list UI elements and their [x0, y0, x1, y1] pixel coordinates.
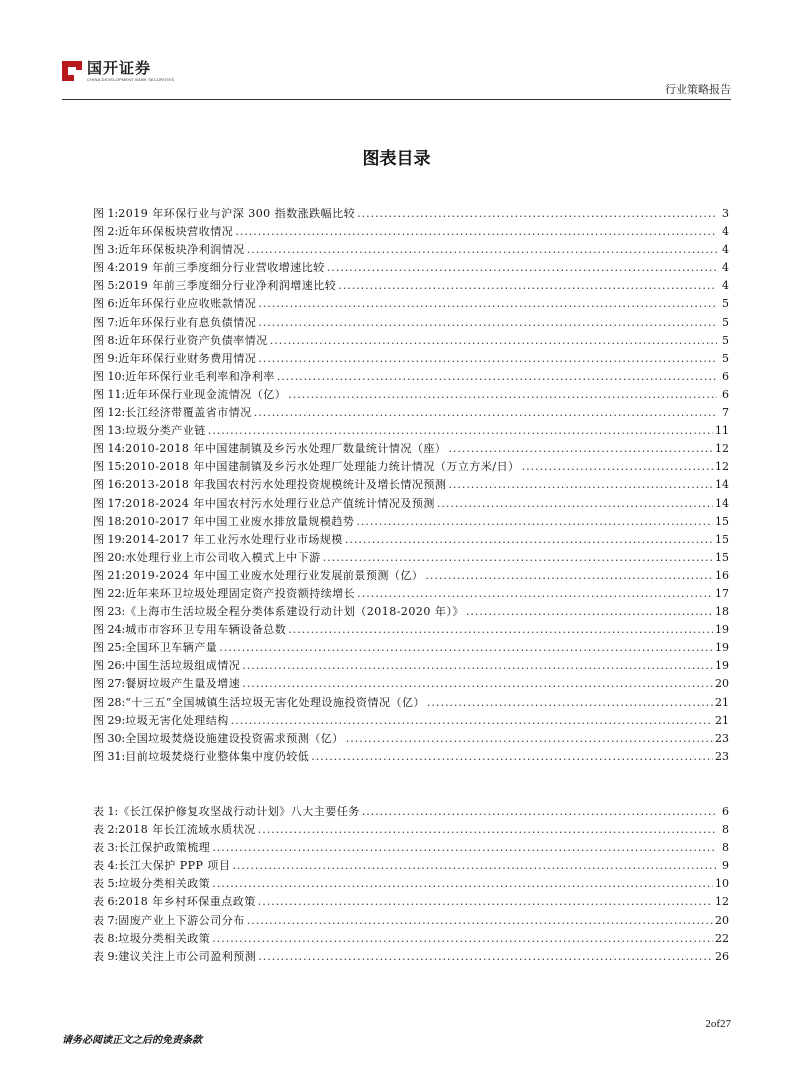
figure-entry[interactable]	[93, 748, 729, 766]
entry-label: 表 5:	[93, 877, 119, 891]
dot-leader	[242, 657, 713, 675]
table-entry[interactable]	[93, 803, 729, 821]
entry-page: 17	[715, 586, 729, 600]
entry-label: 图 20:	[93, 550, 126, 564]
dot-leader	[362, 803, 717, 821]
figure-entry[interactable]	[93, 694, 729, 712]
entry-page: 10	[715, 877, 729, 891]
figure-entry[interactable]	[93, 350, 729, 368]
entry-label: 图 24:	[93, 623, 126, 637]
entry-page: 14	[715, 478, 729, 492]
page-title: 图表目录	[362, 149, 431, 169]
entry-title: 垃圾无害化处理结构	[125, 713, 229, 727]
entry-label: 图 9:	[93, 351, 119, 365]
figure-entry[interactable]	[93, 603, 729, 621]
figure-entry[interactable]	[93, 386, 729, 404]
entry-label: 图 27:	[93, 677, 126, 691]
dot-leader	[247, 241, 717, 259]
dot-leader	[338, 277, 717, 295]
entry-page: 19	[715, 659, 729, 673]
entry-page: 7	[722, 406, 729, 420]
dot-leader	[466, 603, 713, 621]
dot-leader	[258, 295, 717, 313]
entry-page: 5	[722, 297, 729, 311]
entry-label: 图 28:	[93, 695, 126, 709]
table-entry[interactable]	[93, 948, 729, 966]
entry-page: 9	[722, 859, 729, 873]
logo-chinese-name: 国开证券	[87, 59, 152, 77]
entry-label: 表 1:	[93, 805, 119, 818]
dot-leader	[522, 458, 713, 476]
dot-leader	[357, 205, 717, 223]
dot-leader	[437, 495, 713, 513]
figure-entry[interactable]	[93, 585, 729, 603]
entry-page: 4	[722, 225, 729, 239]
entry-title: 2010-2018 年中国建制镇及乡污水处理厂处理能力统计情况（万立方米/日）	[125, 460, 520, 474]
entry-label: 表 9:	[93, 949, 119, 963]
entry-title: 城市市容环卫专用车辆设备总数	[125, 623, 287, 637]
entry-page: 15	[715, 514, 729, 528]
dot-leader	[425, 567, 713, 585]
entry-title: 2019 年前三季度细分行业营收增速比较	[118, 261, 325, 275]
entry-page: 12	[715, 895, 729, 909]
table-entry[interactable]	[93, 912, 729, 930]
figure-entry[interactable]	[93, 277, 729, 295]
entry-page: 6	[722, 387, 729, 401]
entry-label: 图 4:	[93, 261, 119, 275]
header-divider	[62, 99, 731, 100]
figure-entry[interactable]	[93, 314, 729, 332]
table-entry[interactable]	[93, 839, 729, 857]
dot-leader	[258, 948, 713, 966]
entry-page: 5	[722, 315, 729, 329]
figure-entry[interactable]	[93, 332, 729, 350]
entry-title: 中国生活垃圾组成情况	[125, 659, 241, 673]
entry-title: 近年环保行业财务费用情况	[118, 351, 257, 365]
dot-leader	[270, 332, 717, 350]
entry-label: 图 8:	[93, 333, 119, 347]
table-entry[interactable]	[93, 821, 729, 839]
entry-page: 8	[722, 841, 729, 855]
entry-page: 12	[715, 442, 729, 456]
entry-label: 图 18:	[93, 514, 126, 528]
dot-leader	[327, 259, 717, 277]
dot-leader	[357, 585, 713, 603]
figure-entry[interactable]	[93, 712, 729, 730]
entry-label: 图 14:	[93, 442, 126, 456]
entry-label: 表 8:	[93, 931, 119, 945]
dot-leader	[231, 712, 713, 730]
entry-title: 全国垃圾焚烧设施建设投资需求预测（亿）	[125, 731, 344, 745]
entry-title: 2018 年乡村环保重点政策	[118, 895, 256, 909]
figure-entry[interactable]	[93, 223, 729, 241]
entry-label: 图 6:	[93, 297, 119, 311]
entry-label: 图 25:	[93, 641, 126, 655]
entry-label: 图 23:	[93, 605, 126, 619]
figure-entry[interactable]	[93, 404, 729, 422]
entry-page: 20	[715, 677, 729, 691]
entry-label: 图 2:	[93, 225, 119, 239]
entry-label: 表 6:	[93, 895, 119, 909]
entry-title: 2019 年前三季度细分行业净利润增速比较	[118, 279, 337, 293]
figure-entry[interactable]	[93, 440, 729, 458]
entry-page: 19	[715, 641, 729, 655]
dot-leader	[254, 404, 717, 422]
entry-label: 表 3:	[93, 841, 119, 855]
figure-entry[interactable]	[93, 368, 729, 386]
entry-title: 2010-2018 年中国建制镇及乡污水处理厂数量统计情况（座）	[125, 442, 447, 456]
entry-label: 图 26:	[93, 659, 126, 673]
entry-page: 15	[715, 532, 729, 546]
entry-label: 图 5:	[93, 279, 119, 293]
entry-title: 2019 年环保行业与沪深 300 指数涨跌幅比较	[118, 207, 356, 220]
dot-leader	[448, 476, 713, 494]
entry-page: 22	[715, 931, 729, 945]
entry-title: 长江经济带覆盖省市情况	[125, 406, 252, 420]
figure-entry[interactable]	[93, 295, 729, 313]
figure-entry[interactable]	[93, 567, 729, 585]
entry-label: 表 2:	[93, 823, 119, 837]
entry-title: 水处理行业上市公司收入模式上中下游	[125, 550, 321, 564]
dot-leader	[212, 930, 713, 948]
dot-leader	[242, 675, 713, 693]
entry-page: 4	[722, 243, 729, 257]
entry-title: 餐厨垃圾产生量及增速	[125, 677, 241, 691]
dot-leader	[247, 912, 713, 930]
figure-entry[interactable]	[93, 422, 729, 440]
page-header	[62, 50, 731, 102]
dot-leader	[427, 694, 713, 712]
entry-title: 2014-2017 年工业污水处理行业市场规模	[125, 532, 343, 546]
entry-page: 18	[715, 605, 729, 619]
dot-leader	[258, 821, 717, 839]
entry-title: 2018-2024 年中国农村污水处理行业总产值统计情况及预测	[125, 496, 435, 510]
dot-leader	[219, 639, 713, 657]
entry-page: 6	[722, 805, 729, 818]
entry-page: 8	[722, 823, 729, 837]
entry-title: 近年环保行业现金流情况（亿）	[125, 387, 287, 401]
dot-leader	[232, 857, 717, 875]
dot-leader	[345, 531, 713, 549]
report-type: 行业策略报告	[665, 83, 731, 96]
dot-leader	[235, 223, 717, 241]
entry-title: 近年来环卫垃圾处理固定资产投资额持续增长	[125, 586, 356, 600]
entry-title: 垃圾分类相关政策	[118, 931, 211, 945]
page-number: 2of27	[705, 1018, 731, 1030]
entry-title: 长江保护政策梳理	[118, 841, 211, 855]
entry-title: 近年环保行业资产负债率情况	[118, 333, 268, 347]
entry-title: 近年环保行业有息负债情况	[118, 315, 257, 329]
table-entry[interactable]	[93, 875, 729, 893]
entry-page: 6	[722, 369, 729, 383]
figure-entry[interactable]	[93, 495, 729, 513]
entry-page: 11	[715, 424, 729, 438]
entry-title: 2018 年长江流域水质状况	[118, 823, 256, 837]
entry-page: 21	[715, 713, 729, 727]
entry-label: 图 17:	[93, 496, 126, 510]
figure-entry[interactable]	[93, 675, 729, 693]
figure-entry[interactable]	[93, 639, 729, 657]
figure-entry[interactable]	[93, 259, 729, 277]
entry-title: 建议关注上市公司盈利预测	[118, 949, 257, 963]
entry-page: 23	[715, 749, 729, 763]
entry-label: 表 7:	[93, 913, 119, 927]
figure-entry[interactable]	[93, 657, 729, 675]
figure-entry[interactable]	[93, 549, 729, 567]
table-list	[93, 803, 729, 966]
dot-leader	[288, 621, 713, 639]
entry-label: 图 3:	[93, 243, 119, 257]
entry-page: 4	[722, 261, 729, 275]
entry-label: 图 22:	[93, 586, 126, 600]
dot-leader	[258, 893, 713, 911]
dot-leader	[323, 549, 713, 567]
figure-list	[93, 205, 729, 766]
figure-entry[interactable]	[93, 458, 729, 476]
entry-title: 《长江保护修复攻坚战行动计划》八大主要任务	[118, 805, 360, 818]
entry-page: 21	[715, 695, 729, 709]
figure-entry[interactable]	[93, 513, 729, 531]
entry-title: 2010-2017 年中国工业废水排放量规模趋势	[125, 514, 355, 528]
dot-leader	[277, 368, 717, 386]
entry-page: 4	[722, 279, 729, 293]
entry-title: 近年环保板块营收情况	[118, 225, 234, 239]
entry-title: 垃圾分类相关政策	[118, 877, 211, 891]
entry-label: 图 15:	[93, 460, 126, 474]
entry-title: 全国环卫车辆产量	[125, 641, 218, 655]
figure-entry[interactable]	[93, 241, 729, 259]
logo-mark-icon	[62, 61, 82, 81]
entry-page: 12	[715, 460, 729, 474]
dot-leader	[212, 875, 713, 893]
entry-title: 长江大保护 PPP 项目	[118, 859, 231, 873]
entry-page: 3	[722, 207, 729, 220]
entry-label: 图 13:	[93, 424, 126, 438]
figure-entry[interactable]	[93, 730, 729, 748]
dot-leader	[258, 314, 717, 332]
entry-title: 2019-2024 年中国工业废水处理行业发展前景预测（亿）	[125, 568, 424, 582]
table-entry[interactable]	[93, 857, 729, 875]
entry-page: 16	[715, 568, 729, 582]
disclaimer-note: 请务必阅读正文之后的免责条款	[62, 1035, 202, 1046]
entry-label: 图 11:	[93, 387, 126, 401]
dot-leader	[346, 730, 713, 748]
dot-leader	[311, 748, 713, 766]
logo-english-name: CHINA DEVELOPMENT BANK SECURITIES	[87, 77, 175, 82]
dot-leader	[356, 513, 713, 531]
entry-label: 图 21:	[93, 568, 126, 582]
entry-label: 图 31:	[93, 749, 126, 763]
entry-title: 近年环保行业毛利率和净利率	[125, 369, 275, 383]
table-entry[interactable]	[93, 893, 729, 911]
entry-title: 固废产业上下游公司分布	[118, 913, 245, 927]
entry-page: 26	[715, 949, 729, 963]
entry-label: 图 19:	[93, 532, 126, 546]
entry-label: 图 10:	[93, 369, 126, 383]
dot-leader	[258, 350, 717, 368]
entry-label: 图 29:	[93, 713, 126, 727]
entry-label: 图 30:	[93, 731, 126, 745]
dot-leader	[448, 440, 713, 458]
dot-leader	[288, 386, 717, 404]
entry-title: 《上海市生活垃圾全程分类体系建设行动计划（2018-2020 年）》	[125, 605, 464, 619]
entry-title: 2013-2018 年我国农村污水处理投资规模统计及增长情况预测	[125, 478, 447, 492]
figure-entry[interactable]	[93, 531, 729, 549]
entry-label: 表 4:	[93, 859, 119, 873]
entry-title: 近年环保板块净利润情况	[118, 243, 245, 257]
entry-page: 14	[715, 496, 729, 510]
entry-page: 19	[715, 623, 729, 637]
figure-entry[interactable]	[93, 476, 729, 494]
entry-label: 图 7:	[93, 315, 119, 329]
dot-leader	[212, 839, 717, 857]
entry-title: 近年环保行业应收账款情况	[118, 297, 257, 311]
entry-title: “十三五”全国城镇生活垃圾无害化处理设施投资情况（亿）	[125, 695, 425, 709]
entry-page: 15	[715, 550, 729, 564]
entry-label: 图 1:	[93, 207, 119, 220]
entry-label: 图 16:	[93, 478, 126, 492]
entry-page: 5	[722, 351, 729, 365]
figure-entry[interactable]	[93, 621, 729, 639]
company-logo	[62, 56, 174, 86]
entry-page: 23	[715, 731, 729, 745]
entry-page: 5	[722, 333, 729, 347]
entry-page: 20	[715, 913, 729, 927]
figure-entry[interactable]	[93, 205, 729, 223]
table-entry[interactable]	[93, 930, 729, 948]
entry-title: 目前垃圾焚烧行业整体集中度仍较低	[125, 749, 310, 763]
entry-label: 图 12:	[93, 406, 126, 420]
dot-leader	[208, 422, 713, 440]
entry-title: 垃圾分类产业链	[125, 424, 206, 438]
